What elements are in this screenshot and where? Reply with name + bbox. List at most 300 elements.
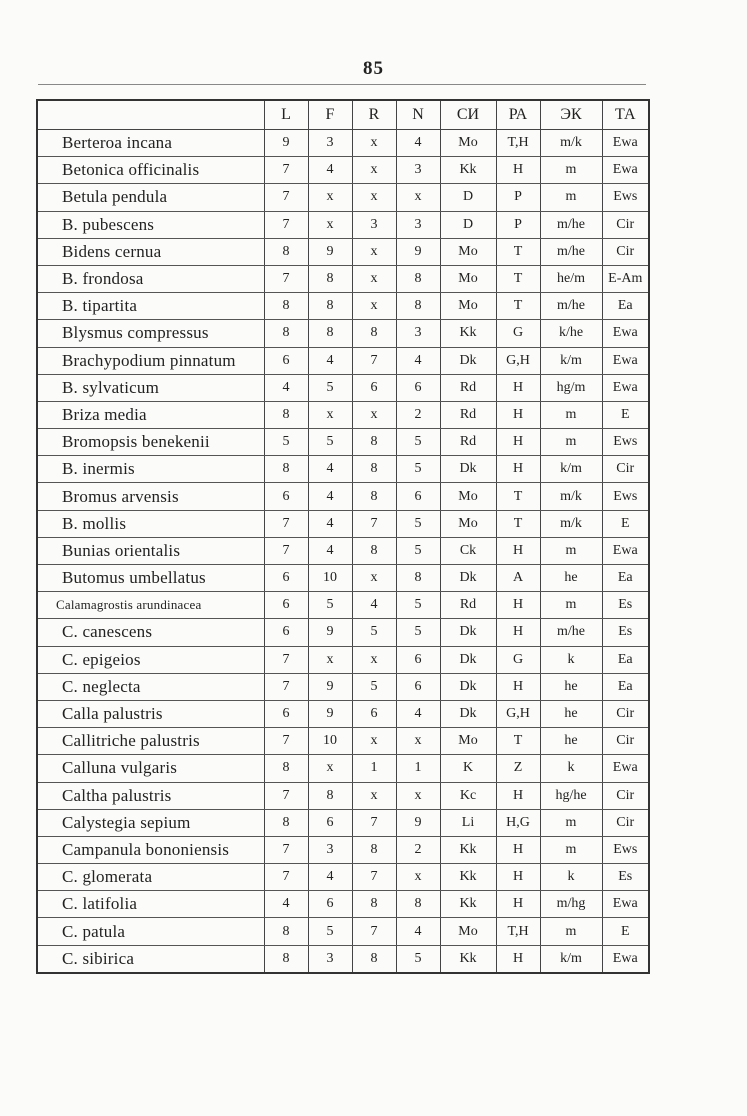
l-value: 7 [264, 646, 308, 673]
si-value: K [440, 755, 496, 782]
l-value: 5 [264, 429, 308, 456]
r-value: 7 [352, 510, 396, 537]
ek-value: he [540, 565, 602, 592]
ek-value: m [540, 592, 602, 619]
ta-value: Ea [602, 646, 649, 673]
ra-value: T [496, 510, 540, 537]
table-row [37, 320, 649, 347]
l-value: 7 [264, 184, 308, 211]
table-row [37, 565, 649, 592]
ek-value: k/he [540, 320, 602, 347]
ta-value: Cir [602, 700, 649, 727]
r-value: x [352, 157, 396, 184]
ek-value: k [540, 646, 602, 673]
f-value: 8 [308, 265, 352, 292]
f-value: 8 [308, 293, 352, 320]
r-value: 8 [352, 537, 396, 564]
ta-value: Cir [602, 728, 649, 755]
n-value: 8 [396, 891, 440, 918]
r-value: x [352, 293, 396, 320]
l-value: 8 [264, 918, 308, 945]
ra-value: H [496, 456, 540, 483]
table-row [37, 483, 649, 510]
r-value: 5 [352, 619, 396, 646]
f-value: 5 [308, 374, 352, 401]
ta-value: Ewa [602, 755, 649, 782]
species-name: Betonica officinalis [37, 157, 264, 184]
n-value: 1 [396, 755, 440, 782]
n-value: 2 [396, 401, 440, 428]
si-value: Dk [440, 619, 496, 646]
species-name: Calystegia sepium [37, 809, 264, 836]
si-value: Kk [440, 864, 496, 891]
header-rule [38, 84, 646, 85]
si-value: Ck [440, 537, 496, 564]
l-value: 7 [264, 728, 308, 755]
si-value: Mo [440, 510, 496, 537]
f-value: x [308, 646, 352, 673]
n-value: 4 [396, 130, 440, 157]
f-value: 9 [308, 700, 352, 727]
l-value: 4 [264, 374, 308, 401]
n-value: 2 [396, 836, 440, 863]
ra-value: G [496, 320, 540, 347]
ta-value: Ea [602, 673, 649, 700]
f-value: x [308, 211, 352, 238]
n-value: 4 [396, 700, 440, 727]
r-value: 6 [352, 374, 396, 401]
r-value: 8 [352, 456, 396, 483]
ek-value: m [540, 836, 602, 863]
table-row [37, 456, 649, 483]
table-row [37, 211, 649, 238]
ta-value: Es [602, 592, 649, 619]
ta-value: Ews [602, 429, 649, 456]
si-value: Kk [440, 157, 496, 184]
ra-value: H [496, 592, 540, 619]
ek-value: k/m [540, 347, 602, 374]
ra-value: H [496, 836, 540, 863]
species-name: B. frondosa [37, 265, 264, 292]
ek-value: m/he [540, 238, 602, 265]
r-value: x [352, 728, 396, 755]
f-value: 4 [308, 347, 352, 374]
species-name: C. canescens [37, 619, 264, 646]
r-value: x [352, 782, 396, 809]
species-name: B. tipartita [37, 293, 264, 320]
column-header-l: L [264, 100, 308, 130]
n-value: x [396, 728, 440, 755]
n-value: 6 [396, 483, 440, 510]
r-value: 8 [352, 320, 396, 347]
f-value: 8 [308, 320, 352, 347]
f-value: x [308, 755, 352, 782]
r-value: 4 [352, 592, 396, 619]
ta-value: Ews [602, 483, 649, 510]
r-value: 3 [352, 211, 396, 238]
f-value: 4 [308, 864, 352, 891]
ra-value: G,H [496, 700, 540, 727]
n-value: 6 [396, 673, 440, 700]
species-name: Blysmus compressus [37, 320, 264, 347]
si-value: Kc [440, 782, 496, 809]
table-row [37, 782, 649, 809]
ra-value: H [496, 537, 540, 564]
n-value: 3 [396, 211, 440, 238]
ra-value: T,H [496, 130, 540, 157]
f-value: x [308, 184, 352, 211]
f-value: 3 [308, 945, 352, 973]
ta-value: Cir [602, 782, 649, 809]
ra-value: H [496, 157, 540, 184]
ra-value: H [496, 945, 540, 973]
l-value: 7 [264, 211, 308, 238]
l-value: 7 [264, 864, 308, 891]
species-table-container [36, 99, 648, 974]
ra-value: T,H [496, 918, 540, 945]
column-header-f: F [308, 100, 352, 130]
n-value: 5 [396, 945, 440, 973]
si-value: Mo [440, 293, 496, 320]
column-header-ra: РА [496, 100, 540, 130]
si-value: Dk [440, 347, 496, 374]
f-value: 8 [308, 782, 352, 809]
ra-value: H [496, 401, 540, 428]
f-value: 4 [308, 157, 352, 184]
l-value: 6 [264, 483, 308, 510]
table-row [37, 673, 649, 700]
ta-value: Ews [602, 836, 649, 863]
si-value: Dk [440, 646, 496, 673]
table-row [37, 293, 649, 320]
f-value: 5 [308, 592, 352, 619]
r-value: x [352, 238, 396, 265]
column-header-species [37, 100, 264, 130]
page-number: 85 [363, 58, 384, 79]
species-table [36, 99, 650, 974]
l-value: 7 [264, 157, 308, 184]
table-row [37, 646, 649, 673]
ek-value: k [540, 864, 602, 891]
ta-value: E [602, 510, 649, 537]
table-header-row [37, 100, 649, 130]
species-name: Campanula bononiensis [37, 836, 264, 863]
species-name: C. neglecta [37, 673, 264, 700]
table-row [37, 755, 649, 782]
ta-value: Es [602, 864, 649, 891]
l-value: 8 [264, 401, 308, 428]
n-value: x [396, 184, 440, 211]
ek-value: m/he [540, 211, 602, 238]
ek-value: k/m [540, 456, 602, 483]
f-value: x [308, 401, 352, 428]
si-value: Mo [440, 728, 496, 755]
l-value: 8 [264, 755, 308, 782]
ta-value: Cir [602, 211, 649, 238]
l-value: 8 [264, 945, 308, 973]
si-value: D [440, 184, 496, 211]
column-header-ek: ЭК [540, 100, 602, 130]
f-value: 4 [308, 537, 352, 564]
ta-value: Ewa [602, 320, 649, 347]
ek-value: he [540, 673, 602, 700]
table-row [37, 537, 649, 564]
r-value: 5 [352, 673, 396, 700]
ek-value: m [540, 184, 602, 211]
column-header-r: R [352, 100, 396, 130]
table-body [37, 130, 649, 973]
l-value: 7 [264, 510, 308, 537]
f-value: 6 [308, 809, 352, 836]
table-row [37, 864, 649, 891]
ek-value: he [540, 700, 602, 727]
ra-value: T [496, 238, 540, 265]
table-row [37, 347, 649, 374]
ta-value: Ewa [602, 130, 649, 157]
si-value: Dk [440, 673, 496, 700]
n-value: 9 [396, 238, 440, 265]
ek-value: he [540, 728, 602, 755]
l-value: 7 [264, 537, 308, 564]
r-value: x [352, 130, 396, 157]
species-name: Butomus umbellatus [37, 565, 264, 592]
species-name: B. inermis [37, 456, 264, 483]
r-value: 8 [352, 483, 396, 510]
f-value: 9 [308, 673, 352, 700]
n-value: 4 [396, 347, 440, 374]
si-value: Mo [440, 238, 496, 265]
table-row [37, 945, 649, 973]
ra-value: G [496, 646, 540, 673]
ra-value: G,H [496, 347, 540, 374]
si-value: Kk [440, 320, 496, 347]
n-value: 3 [396, 320, 440, 347]
ek-value: m/hg [540, 891, 602, 918]
ra-value: A [496, 565, 540, 592]
l-value: 8 [264, 293, 308, 320]
ek-value: m [540, 429, 602, 456]
r-value: 7 [352, 918, 396, 945]
ra-value: P [496, 184, 540, 211]
table-row [37, 238, 649, 265]
n-value: 8 [396, 265, 440, 292]
ta-value: Ea [602, 293, 649, 320]
si-value: Kk [440, 891, 496, 918]
table-row [37, 401, 649, 428]
l-value: 4 [264, 891, 308, 918]
si-value: Rd [440, 592, 496, 619]
n-value: 8 [396, 293, 440, 320]
table-row [37, 429, 649, 456]
species-name: Bidens cernua [37, 238, 264, 265]
species-name: B. sylvaticum [37, 374, 264, 401]
ek-value: hg/m [540, 374, 602, 401]
ek-value: m [540, 401, 602, 428]
n-value: 6 [396, 646, 440, 673]
r-value: 6 [352, 700, 396, 727]
r-value: 7 [352, 864, 396, 891]
f-value: 5 [308, 918, 352, 945]
f-value: 4 [308, 510, 352, 537]
ta-value: E-Am [602, 265, 649, 292]
ta-value: Ewa [602, 537, 649, 564]
table-row [37, 619, 649, 646]
species-name: B. pubescens [37, 211, 264, 238]
table-row [37, 891, 649, 918]
ek-value: m/k [540, 130, 602, 157]
l-value: 7 [264, 265, 308, 292]
f-value: 10 [308, 728, 352, 755]
ra-value: H [496, 619, 540, 646]
ra-value: T [496, 728, 540, 755]
ta-value: E [602, 401, 649, 428]
f-value: 4 [308, 483, 352, 510]
si-value: Mo [440, 918, 496, 945]
si-value: Kk [440, 836, 496, 863]
si-value: Mo [440, 130, 496, 157]
n-value: 5 [396, 619, 440, 646]
ta-value: Ea [602, 565, 649, 592]
r-value: x [352, 265, 396, 292]
r-value: 8 [352, 945, 396, 973]
r-value: 7 [352, 809, 396, 836]
species-name: Bromus arvensis [37, 483, 264, 510]
f-value: 4 [308, 456, 352, 483]
ta-value: Ewa [602, 945, 649, 973]
ta-value: Ewa [602, 347, 649, 374]
r-value: 8 [352, 891, 396, 918]
column-header-si: СИ [440, 100, 496, 130]
column-header-n: N [396, 100, 440, 130]
species-name: Bunias orientalis [37, 537, 264, 564]
r-value: 8 [352, 836, 396, 863]
l-value: 8 [264, 809, 308, 836]
table-row [37, 510, 649, 537]
table-row [37, 728, 649, 755]
ek-value: m/he [540, 619, 602, 646]
table-row [37, 700, 649, 727]
si-value: Dk [440, 456, 496, 483]
n-value: 5 [396, 537, 440, 564]
ra-value: H [496, 374, 540, 401]
f-value: 6 [308, 891, 352, 918]
n-value: 3 [396, 157, 440, 184]
l-value: 8 [264, 456, 308, 483]
si-value: Dk [440, 565, 496, 592]
ra-value: H [496, 782, 540, 809]
r-value: x [352, 184, 396, 211]
ta-value: Ewa [602, 374, 649, 401]
l-value: 6 [264, 347, 308, 374]
l-value: 6 [264, 565, 308, 592]
species-name: Briza media [37, 401, 264, 428]
species-name: Brachypodium pinnatum [37, 347, 264, 374]
f-value: 9 [308, 619, 352, 646]
table-row [37, 130, 649, 157]
species-name: B. mollis [37, 510, 264, 537]
f-value: 3 [308, 836, 352, 863]
species-name: C. glomerata [37, 864, 264, 891]
n-value: 9 [396, 809, 440, 836]
si-value: Li [440, 809, 496, 836]
ta-value: E [602, 918, 649, 945]
ta-value: Cir [602, 809, 649, 836]
ra-value: Z [496, 755, 540, 782]
ta-value: Ews [602, 184, 649, 211]
ek-value: m [540, 157, 602, 184]
ra-value: H [496, 673, 540, 700]
n-value: x [396, 782, 440, 809]
species-name: Calla palustris [37, 700, 264, 727]
ek-value: k/m [540, 945, 602, 973]
ta-value: Ewa [602, 157, 649, 184]
species-name: C. sibirica [62, 948, 135, 968]
ra-value: H [496, 429, 540, 456]
f-value: 10 [308, 565, 352, 592]
r-value: x [352, 646, 396, 673]
ek-value: m [540, 809, 602, 836]
species-name: C. patula [37, 918, 264, 945]
r-value: x [352, 401, 396, 428]
n-value: 6 [396, 374, 440, 401]
ra-value: H,G [496, 809, 540, 836]
ra-value: P [496, 211, 540, 238]
f-value: 5 [308, 429, 352, 456]
ta-value: Cir [602, 238, 649, 265]
n-value: 5 [396, 510, 440, 537]
ek-value: k [540, 755, 602, 782]
ek-value: m/he [540, 293, 602, 320]
f-value: 3 [308, 130, 352, 157]
ra-value: H [496, 891, 540, 918]
species-name: Calamagrostis arundinacea [37, 592, 264, 619]
l-value: 6 [264, 700, 308, 727]
species-name: Betula pendula [37, 184, 264, 211]
ek-value: hg/he [540, 782, 602, 809]
ta-value: Cir [602, 456, 649, 483]
table-row [37, 592, 649, 619]
l-value: 6 [264, 619, 308, 646]
l-value: 9 [264, 130, 308, 157]
l-value: 7 [264, 836, 308, 863]
si-value: Kk [440, 945, 496, 973]
species-name: Calluna vulgaris [37, 755, 264, 782]
n-value: 5 [396, 592, 440, 619]
species-name: C. epigeios [37, 646, 264, 673]
table-row [37, 265, 649, 292]
si-value: Dk [440, 700, 496, 727]
ek-value: m [540, 537, 602, 564]
r-value: 8 [352, 429, 396, 456]
table-row [37, 836, 649, 863]
table-row [37, 374, 649, 401]
species-name: Callitriche palustris [37, 728, 264, 755]
r-value: 1 [352, 755, 396, 782]
n-value: 5 [396, 456, 440, 483]
ek-value: m/k [540, 483, 602, 510]
l-value: 8 [264, 320, 308, 347]
f-value: 9 [308, 238, 352, 265]
species-name: C. latifolia [37, 891, 264, 918]
table-row [37, 809, 649, 836]
ra-value: T [496, 483, 540, 510]
l-value: 7 [264, 782, 308, 809]
l-value: 6 [264, 592, 308, 619]
n-value: 4 [396, 918, 440, 945]
n-value: x [396, 864, 440, 891]
table-row [37, 157, 649, 184]
table-row [37, 918, 649, 945]
